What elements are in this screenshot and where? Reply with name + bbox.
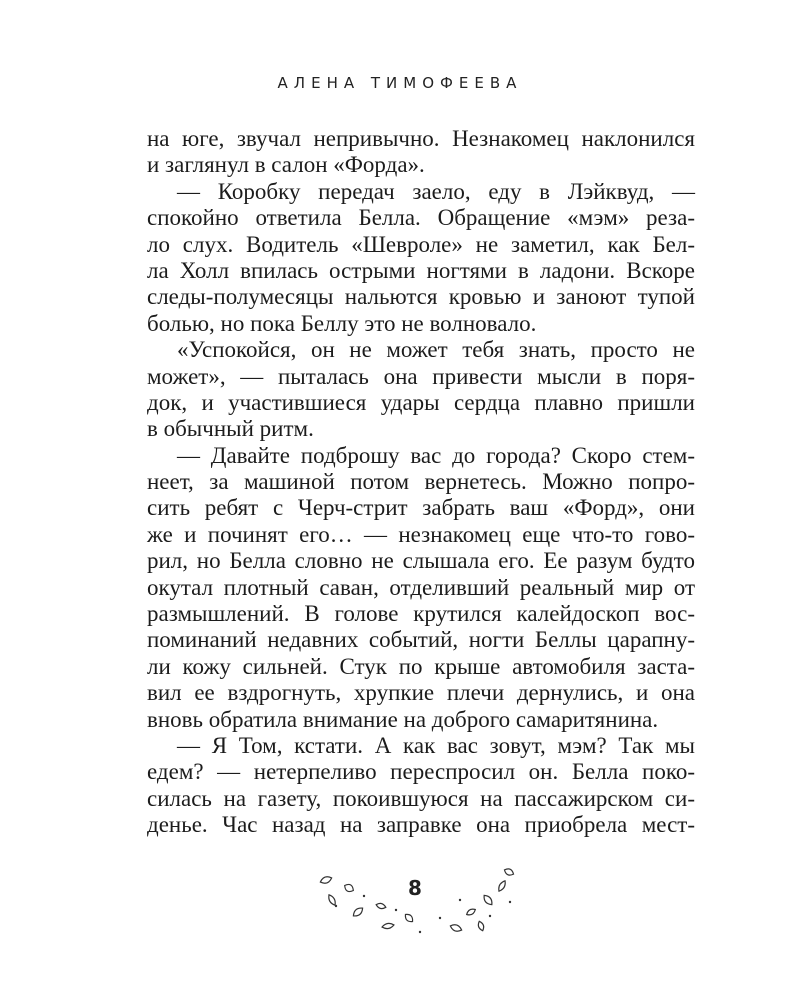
text-line: размышлений. В голове крутился калейдоскоп вос- — [147, 601, 695, 627]
text-line: может», — пыталась она привести мысли в поря- — [147, 363, 695, 389]
text-line: ли кожу сильней. Стук по крыше автомобиля заста- — [147, 653, 695, 679]
running-header-author: АЛЕНА ТИМОФЕЕВА — [277, 74, 523, 92]
text-line: следы-полумесяцы нальются кровью и заноют тупой — [147, 284, 695, 310]
text-line: силась на газету, покоившуюся на пассажирском си- — [147, 785, 695, 811]
text-line: денье. Час назад на заправке она приобрела мест- — [147, 812, 695, 838]
text-line: неет, за машиной потом вернетесь. Можно попро- — [147, 469, 695, 495]
text-line: сить ребят с Черч-стрит забрать ваш «Форд», они — [147, 495, 695, 521]
text-line: док, и участившиеся удары сердца плавно пришли — [147, 389, 695, 415]
text-line: болью, но пока Беллу это не волновало. — [147, 310, 537, 336]
text-line: ло слух. Водитель «Шевроле» не заметил, как Бел- — [147, 231, 695, 257]
text-line: на юге, звучал непривычно. Незнакомец наклонился — [147, 126, 695, 151]
text-line: — Коробку передач заело, еду в Лэйквуд, — — [177, 178, 695, 204]
text-line: вновь обратила внимание на доброго самаритянина. — [147, 706, 659, 732]
text-line: в обычный ритм. — [147, 416, 314, 442]
text-line: вил ее вздрогнуть, хрупкие плечи дернулись, и она — [147, 680, 695, 706]
text-line: поминаний недавних событий, ногти Беллы царапну- — [147, 627, 695, 653]
text-line: рил, но Белла словно не слышала его. Ее разум будто — [147, 548, 695, 574]
text-line: ла Холл впилась острыми ногтями в ладони. Вскоре — [147, 257, 695, 283]
text-line: и заглянул в салон «Форда». — [147, 152, 425, 178]
text-line: же и починят его… — незнакомец еще что-то гово- — [147, 521, 695, 547]
text-line: — Давайте подброшу вас до города? Скоро стем- — [177, 442, 695, 468]
text-line: спокойно ответила Белла. Обращение «мэм» реза- — [147, 205, 695, 231]
page-number: 8 — [408, 876, 422, 900]
text-line: «Успокойся, он не может тебя знать, просто не — [177, 337, 695, 363]
page-footer — [300, 866, 530, 946]
text-line: едем? — нетерпеливо переспросил он. Белла поко- — [147, 759, 695, 785]
body-text — [147, 126, 695, 839]
text-line: окутал плотный саван, отделивший реальный мир от — [147, 574, 695, 600]
text-line: — Я Том, кстати. А как вас зовут, мэм? Так мы — [177, 732, 695, 758]
